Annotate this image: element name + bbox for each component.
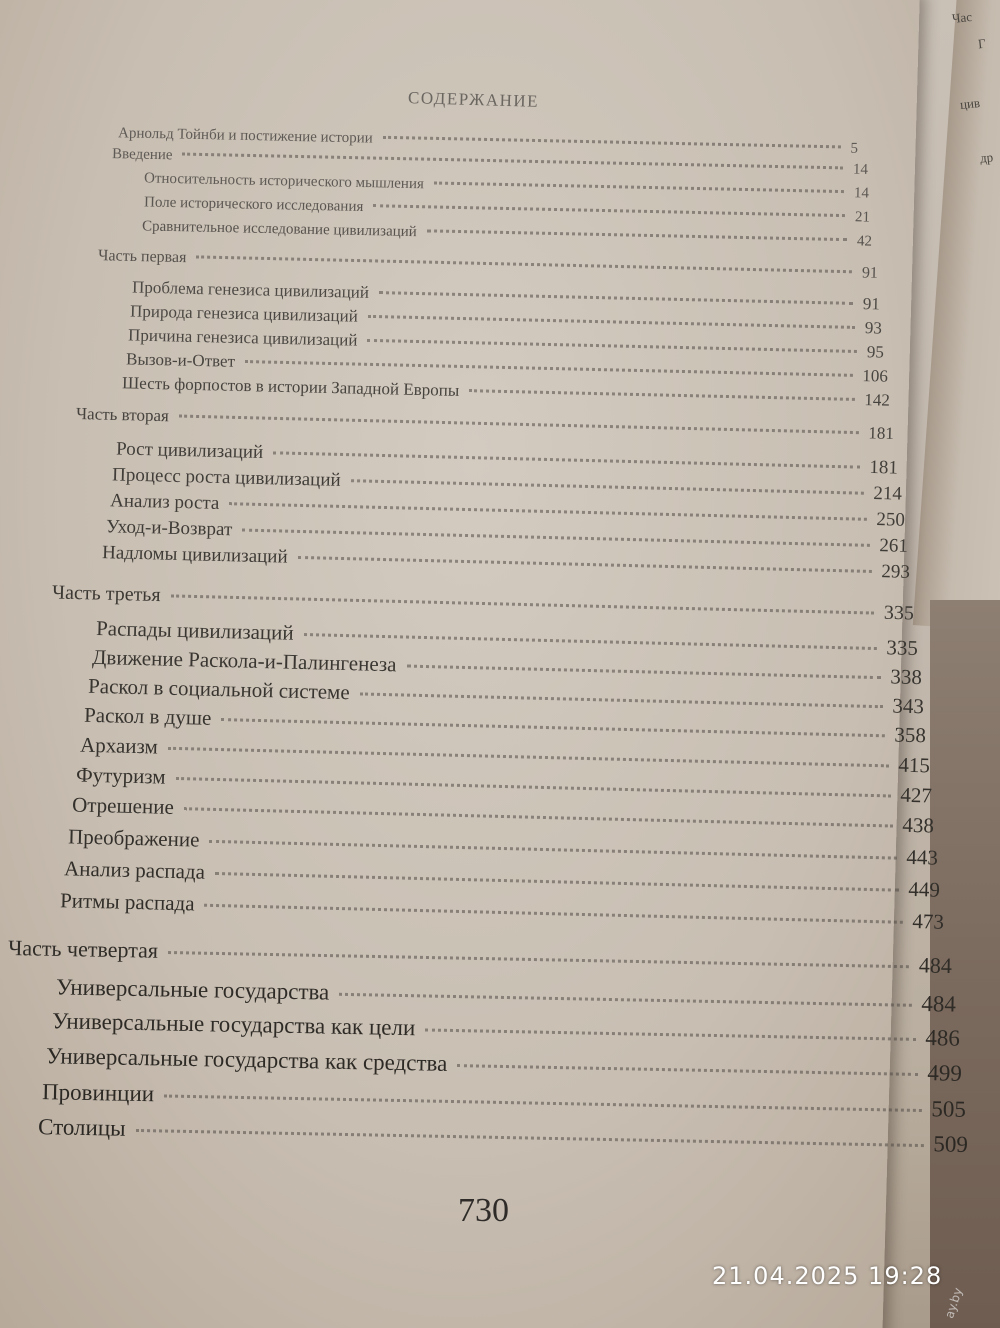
toc-entry-title: Рост цивилизаций bbox=[115, 438, 264, 464]
toc-entry-page: 21 bbox=[854, 209, 871, 226]
dot-leader bbox=[304, 632, 877, 650]
toc-entry-title: Движение Раскола-и-Палингенеза bbox=[91, 644, 397, 677]
toc-entry-title: Архаизм bbox=[79, 732, 159, 759]
toc-entry-title: Причина генезиса цивилизаций bbox=[127, 325, 358, 350]
toc-entry-title: Вызов-и-Ответ bbox=[125, 349, 236, 371]
toc-entry-title: Раскол в душе bbox=[83, 702, 212, 730]
toc-entry-title: Футуризм bbox=[75, 762, 166, 789]
toc-entry-title: Уход-и-Возврат bbox=[105, 516, 233, 541]
toc-entry-page: 181 bbox=[869, 456, 899, 479]
toc-entry-title: Универсальные государства bbox=[55, 974, 330, 1005]
toc-entry-page: 449 bbox=[908, 876, 941, 902]
toc-entry-title: Шесть форпостов в истории Западной Европы bbox=[121, 373, 460, 400]
dot-leader bbox=[469, 388, 854, 401]
toc-entry-page: 14 bbox=[853, 185, 870, 202]
toc-entry-page: 42 bbox=[856, 233, 873, 250]
toc-entry-page: 499 bbox=[927, 1060, 963, 1086]
toc-entry-page: 95 bbox=[866, 342, 885, 362]
toc-entry-page: 438 bbox=[902, 812, 935, 838]
facing-page-text: цив bbox=[959, 94, 981, 113]
toc-entry-page: 106 bbox=[862, 366, 889, 386]
toc-entry-page: 505 bbox=[931, 1096, 967, 1122]
toc-entry-title: Универсальные государства как цели bbox=[51, 1008, 416, 1041]
facing-page bbox=[913, 0, 1000, 633]
toc-entry-title: Часть первая bbox=[97, 247, 187, 267]
contents-heading: СОДЕРЖАНИЕ bbox=[407, 88, 540, 111]
toc-entry-title: Надломы цивилизаций bbox=[101, 542, 288, 568]
toc-entry-title: Часть вторая bbox=[75, 404, 170, 426]
toc-entry-title: Анализ распада bbox=[63, 856, 206, 884]
toc-entry-page: 343 bbox=[892, 693, 925, 719]
toc-entry-title: Распады цивилизаций bbox=[95, 615, 294, 645]
photo-timestamp: 21.04.2025 19:28 bbox=[712, 1262, 943, 1290]
toc-entry-title: Раскол в социальной системе bbox=[87, 673, 351, 705]
facing-page-text: Час bbox=[951, 8, 973, 27]
watermark: ay.by bbox=[942, 1285, 966, 1321]
dot-leader bbox=[164, 1093, 921, 1112]
toc-entry-page: 91 bbox=[862, 294, 881, 314]
dot-leader bbox=[351, 478, 864, 495]
toc-entry-page: 427 bbox=[900, 782, 933, 808]
dot-leader bbox=[406, 664, 880, 680]
toc-entry-title: Преображение bbox=[67, 824, 200, 852]
toc-entry-page: 91 bbox=[861, 264, 879, 282]
toc-entry-title: Процесс роста цивилизаций bbox=[111, 464, 341, 491]
dot-leader bbox=[457, 1063, 917, 1076]
toc-entry-page: 486 bbox=[925, 1025, 961, 1051]
toc-entry-title: Часть третья bbox=[51, 581, 161, 607]
toc-entry-page: 214 bbox=[873, 482, 903, 505]
facing-page-text: др bbox=[979, 149, 994, 166]
dot-leader bbox=[339, 992, 911, 1007]
toc-entry-title: Отрешение bbox=[71, 792, 175, 819]
toc-entry-title: Арнольд Тойнби и постижение истории bbox=[117, 125, 373, 147]
toc-entry-page: 443 bbox=[906, 844, 939, 870]
dot-leader bbox=[379, 290, 853, 305]
toc-entry-page: 5 bbox=[850, 140, 859, 157]
toc-entry-title: Сравнительное исследование цивилизаций bbox=[141, 218, 417, 241]
toc-entry-page: 250 bbox=[876, 509, 906, 531]
toc-entry-page: 293 bbox=[881, 561, 911, 583]
toc-entry-page: 338 bbox=[890, 664, 923, 690]
toc-entry-page: 181 bbox=[868, 423, 895, 443]
dot-leader bbox=[368, 314, 855, 329]
toc-entry-title: Столицы bbox=[37, 1114, 126, 1141]
dot-leader bbox=[168, 950, 909, 968]
toc-entry-title: Часть четвертая bbox=[7, 934, 159, 963]
toc-entry-page: 473 bbox=[912, 909, 945, 934]
toc-entry-title: Ритмы распада bbox=[59, 888, 195, 916]
dot-leader bbox=[360, 691, 883, 708]
toc-entry-title: Проблема генезиса цивилизаций bbox=[131, 277, 370, 302]
toc-entry-title: Анализ роста bbox=[109, 490, 220, 514]
dot-leader bbox=[367, 338, 857, 353]
toc-entry-page: 484 bbox=[918, 952, 953, 979]
toc-entry-page: 484 bbox=[921, 990, 957, 1017]
facing-page-text: Г bbox=[977, 35, 987, 52]
toc-entry-page: 415 bbox=[898, 752, 931, 778]
toc-entry-page: 358 bbox=[894, 722, 927, 748]
toc-entry-page: 261 bbox=[879, 535, 909, 557]
toc-entry-title: Универсальные государства как средства bbox=[45, 1043, 448, 1076]
toc-entry-page: 509 bbox=[933, 1131, 969, 1157]
toc-entry-title: Провинции bbox=[41, 1079, 155, 1107]
page-number: 730 bbox=[458, 1192, 509, 1229]
toc-entry-page: 335 bbox=[883, 601, 915, 625]
toc-entry-title: Природа генезиса цивилизаций bbox=[129, 301, 359, 326]
toc-entry-page: 335 bbox=[886, 635, 919, 661]
dot-leader bbox=[136, 1128, 924, 1147]
toc-entry-title: Введение bbox=[111, 146, 173, 164]
toc-entry-title: Поле исторического исследования bbox=[143, 194, 364, 215]
toc-entry-title: Относительность исторического мышления bbox=[143, 170, 424, 193]
dot-leader bbox=[425, 1027, 915, 1040]
toc-entry-page: 142 bbox=[864, 390, 891, 410]
toc-entry-page: 93 bbox=[864, 318, 883, 338]
toc-entry-page: 14 bbox=[852, 161, 869, 178]
